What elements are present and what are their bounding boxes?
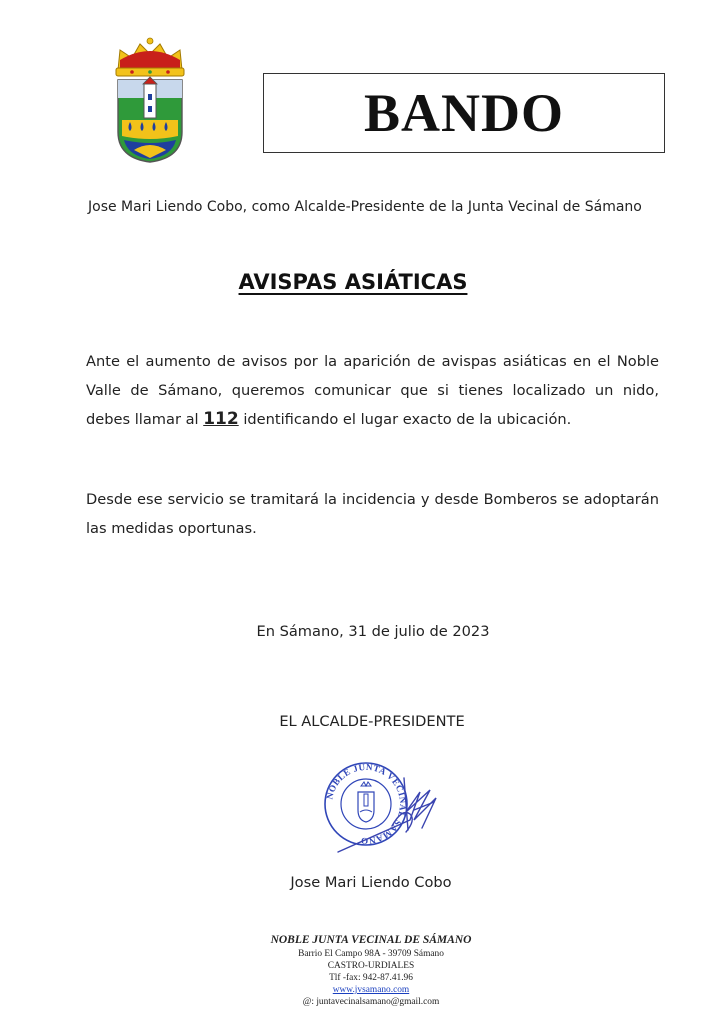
footer-website-link[interactable]: www.jvsamano.com (332, 985, 410, 995)
subject-heading: AVISPAS ASIÁTICAS (238, 270, 468, 294)
handwritten-signature-icon (338, 778, 436, 852)
stamp-and-signature (318, 748, 444, 860)
footer-phone: Tlf -fax: 942-87.41.96 (329, 973, 413, 983)
footer-address: Barrio El Campo 98A - 39709 Sámano (298, 949, 444, 959)
footer-organization: NOBLE JUNTA VECINAL DE SÁMANO (270, 934, 472, 946)
official-seal-stamp-icon (324, 762, 408, 846)
dateline: En Sámano, 31 de julio de 2023 (256, 623, 490, 640)
paragraph-1 (86, 347, 659, 434)
emergency-number: 112 (203, 409, 239, 429)
intro-line: Jose Mari Liendo Cobo, como Alcalde-Presidente de la Junta Vecinal de Sámano (88, 199, 642, 215)
paragraph-1-text-after: identificando el lugar exacto de la ubicación. (238, 411, 572, 428)
signer-role: EL ALCALDE-PRESIDENTE (279, 713, 465, 730)
signer-name: Jose Mari Liendo Cobo (290, 874, 452, 891)
document-title: BANDO (363, 83, 564, 143)
footer-email: @: juntavecinalsamano@gmail.com (302, 997, 440, 1007)
paragraph-1-text-before: Ante el aumento de avisos por la aparición de avispas asiáticas en el Noble Valle de Sámano, queremos comunicar que si tienes localizado un nido, debes llamar al (86, 353, 659, 428)
paragraph-2: Desde ese servicio se tramitará la incidencia y desde Bomberos se adoptarán las medidas oportunas. (86, 491, 659, 537)
stamp-text: NOBLE JUNTA VECINAL SÁMANO (324, 761, 409, 847)
bando-title-box (263, 73, 665, 153)
coat-of-arms-icon (110, 36, 190, 166)
footer-city: CASTRO-URDIALES (327, 961, 415, 971)
